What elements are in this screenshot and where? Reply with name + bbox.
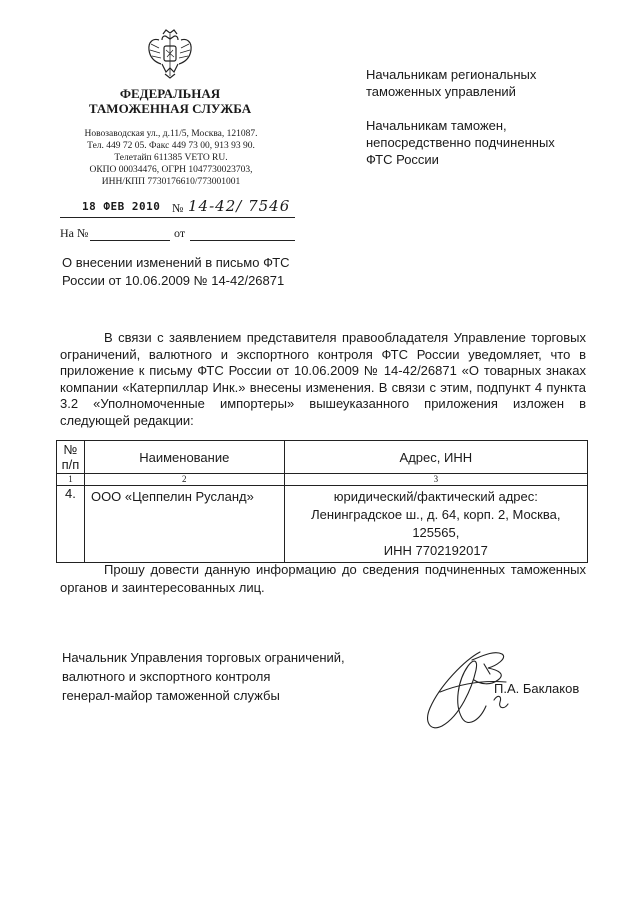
address-line: Новозаводская ул., д.11/5, Москва, 121087. [84,129,258,139]
organization-name-line1: ФЕДЕРАЛЬНАЯ [119,86,221,101]
signer-title-line: валютного и экспортного контроля [62,669,271,684]
organization-name-line2: ТАМОЖЕННАЯ СЛУЖБА [88,101,252,116]
column-numbers-row [57,474,588,486]
registration-line [60,197,295,218]
column-number: 1 [57,474,85,486]
letter-body: В связи с заявлением представителя правообладателя Управление торговых ограничений, валютного и экспортного контроля ФТС России уведомляет, что в приложение к письму ФТС России от 10.06.2009 № 14-42/26871 «О товарных знаках компании «Катерпиллар Инк.» внесены изменения. В связи с этим, подпункт 4 пункта 3.2 «Уполномоченные импортеры» вышеуказанного приложения изложен в следующей редакции: [60,330,586,428]
reference-number-label: На № [60,226,89,240]
table-header-row [57,441,588,474]
signer-title-line: Начальник Управления торговых ограничений, [62,650,345,665]
recipient-line: Начальникам региональных [366,67,537,82]
signer-name: П.А. Баклаков [494,681,580,696]
reference-date-blank [190,240,295,241]
registration-date-stamp: 18 ФЕВ 2010 [82,200,161,213]
recipient-line: непосредственно подчиненных [366,135,555,150]
column-header-number: № п/п [57,441,85,474]
phone-fax-line: Тел. 449 72 05. Факс 449 73 00, 913 93 90. [87,141,255,151]
company-name: ООО «Цеппелин Русланд» [84,486,284,563]
letter-subject [62,254,322,290]
okpo-ogrn-line: ОКПО 00034476, ОГРН 1047730023703, [89,165,253,175]
reference-date-label: от [174,226,186,240]
signer-title-line: генерал-майор таможенной службы [62,688,280,703]
signer-title [62,648,382,705]
row-number: 4. [57,486,85,563]
inn-kpp-line: ИНН/КПП 7730176610/773001001 [101,177,241,187]
organization-name [60,86,280,116]
subject-line: О внесении изменений в письмо ФТС [62,255,290,270]
recipient-line: таможенных управлений [366,84,516,99]
reference-number-blank [90,240,170,241]
recipients-block [366,66,616,168]
organization-contacts [60,128,282,188]
registration-underline [60,217,295,218]
closing-paragraph: Прошу довести данную информацию до сведения подчиненных таможенных органов и заинтересованных лиц. [60,562,586,595]
reference-line [60,226,295,244]
table-row [57,486,588,563]
importers-table [56,440,588,563]
recipient-line: Начальникам таможен, [366,118,507,133]
teletype-line: Телетайп 611385 VETO RU. [114,153,228,163]
column-header-address: Адрес, ИНН [284,441,587,474]
column-header-name: Наименование [84,441,284,474]
subject-line: России от 10.06.2009 № 14-42/26871 [62,273,285,288]
registration-number: 14-42/ 7546 [188,197,291,215]
company-address: юридический/фактический адрес: Ленинградское ш., д. 64, корп. 2, Москва, 125565, ИНН 7702192017 [284,486,587,563]
russian-coat-of-arms-icon [145,28,195,80]
recipient-line: ФТС России [366,152,439,167]
registration-number-label: № [172,201,184,215]
column-number: 2 [84,474,284,486]
column-number: 3 [284,474,587,486]
